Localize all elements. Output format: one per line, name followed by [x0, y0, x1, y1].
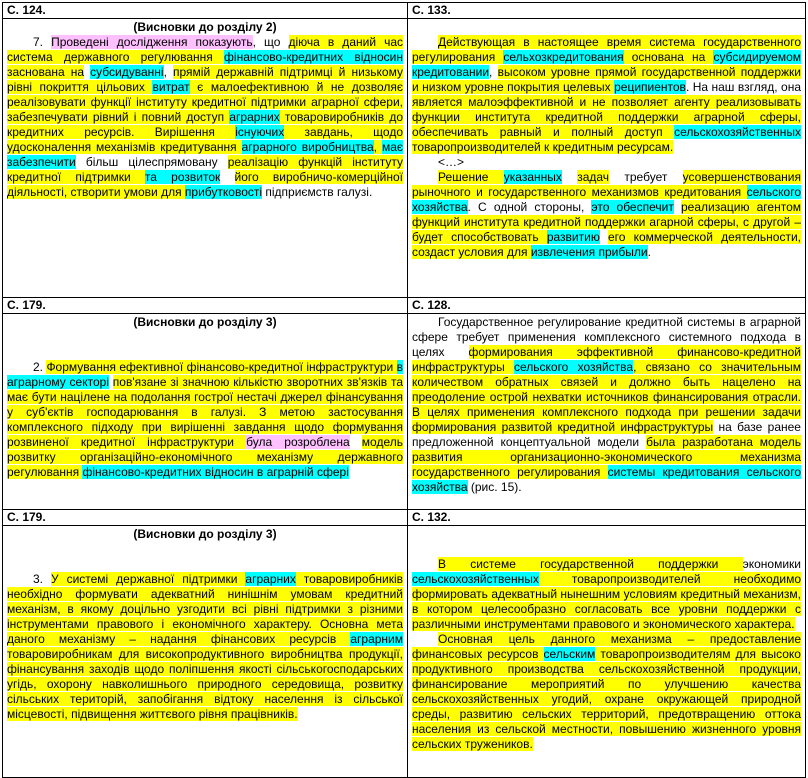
highlight-cyan: в аграрному секторі — [7, 360, 403, 389]
section-heading: (Висновки до розділу 2) — [133, 20, 277, 34]
highlight-yellow: товаровиробників необхідно формувати адекватний нинішнім умовам кредитний механізм, в якому доцільно узгодити всі рівні підтримки з різними інструментами правового і економічного характеру. Основна мета даного механізму – надання фінансових ресурсів — [7, 572, 404, 646]
text-segment: 2. — [33, 360, 47, 374]
text-segment — [220, 170, 234, 184]
highlight-cyan: реципиентов — [614, 80, 686, 94]
text-segment: экономики — [742, 557, 801, 571]
ukrainian-text-cell — [3, 314, 408, 510]
highlight-yellow: его коммерческой деятельности, создаст условия для — [412, 230, 801, 259]
highlight-cyan: сельского хозяйства — [513, 360, 634, 374]
highlight-cyan: аграрним — [350, 632, 403, 646]
ref-header-row — [3, 298, 806, 314]
highlight-cyan: має забезпечити — [7, 140, 404, 169]
highlight-yellow: реализовывать функции института кредитной поддержки аграрной сферы, обеспечивать равный и полный доступ — [412, 95, 801, 139]
russian-text-cell — [408, 314, 806, 510]
highlight-yellow: высоком уровне прямой государственной поддержки и низком уровне покрытия целевых — [412, 65, 801, 94]
page-ref-right: С. 133. — [408, 3, 806, 19]
highlight-yellow: є малоефективною й не дозволяє реалізовувати функції інституту кредитної підтримки аграрної сфери, забезпечувати рівний і повний доступ — [7, 80, 404, 124]
highlight-magenta: була розроблена — [246, 435, 350, 449]
highlight-yellow: Основная цель данного механизма – предоставление финансовых ресурсов — [412, 632, 801, 661]
highlight-cyan: извлечения прибыли — [530, 245, 648, 259]
highlight-yellow: Формування ефективної фінансово-кредитної інфраструктури — [46, 360, 397, 374]
highlight-yellow: В системе государственной поддержки — [438, 557, 743, 571]
highlight-yellow: , — [373, 140, 382, 154]
text-segment: 3. — [33, 572, 51, 586]
russian-paragraph — [412, 315, 801, 495]
ukrainian-text-cell — [3, 526, 408, 778]
highlight-yellow: модель розвитку організаційно-економічного механізму державного регулювання — [7, 435, 403, 479]
highlight-yellow: реалізацію функцій інституту кредитної підтримки — [7, 155, 403, 184]
text-segment: , — [489, 65, 498, 79]
russian-paragraph — [412, 35, 801, 155]
text-segment: , що — [252, 35, 289, 49]
text-segment: 7. — [33, 35, 52, 49]
page-ref-right: С. 128. — [408, 298, 806, 314]
section-heading: (Висновки до розділу 3) — [133, 315, 277, 329]
highlight-yellow: была разработана модель развития организационно-экономического механизма государственного регулирования — [412, 435, 801, 479]
highlight-cyan: фінансово-кредитних відносин в аграрній сфері — [82, 465, 349, 479]
text-segment: , — [163, 65, 174, 79]
page-ref-left: С. 179. — [3, 298, 408, 314]
highlight-cyan: аграрного виробництва — [241, 140, 374, 154]
text-segment: більш цілеспрямовану — [75, 155, 228, 169]
section-heading: (Висновки до розділу 3) — [133, 527, 277, 541]
highlight-cyan: сельским — [543, 647, 596, 661]
highlight-yellow: У системі державної підтримки — [50, 572, 246, 586]
ref-header-row — [3, 510, 806, 526]
highlight-yellow: завдань, щодо удосконалення механізмів кредитування — [7, 125, 404, 154]
highlight-cyan: сельхозкредитования — [503, 50, 624, 64]
text-segment — [562, 170, 577, 184]
highlight-yellow: заснована на — [7, 65, 85, 79]
highlight-cyan: указанных — [503, 170, 562, 184]
russian-paragraph — [412, 557, 801, 632]
highlight-yellow: товаропроизводителей необходимо формировать адекватный нынешним условиям кредитный механизм, в котором целесообразно согласовать все уровни поддержки с различными инструментами правового и экономического характера. — [412, 572, 801, 631]
highlight-yellow: Действующая в настоящее время система государственного регулирования — [412, 35, 801, 64]
russian-paragraph — [412, 632, 801, 752]
text-segment: . С одной стороны, — [467, 200, 592, 214]
highlight-cyan: та розвиток — [144, 170, 221, 184]
page-ref-left: С. 179. — [3, 510, 408, 526]
highlight-cyan: існуючих — [235, 125, 285, 139]
ukrainian-paragraph — [7, 360, 403, 480]
ukrainian-paragraph — [7, 572, 403, 722]
highlight-magenta: Проведені дослідження показують — [51, 35, 253, 49]
highlight-cyan: витрат — [152, 80, 190, 94]
text-row — [3, 314, 806, 510]
text-segment: (рис. 15). — [467, 480, 522, 494]
highlight-yellow: основана на — [623, 50, 714, 64]
highlight-yellow: является малоэффективной и не позволяет агенту — [412, 95, 716, 109]
highlight-yellow: , — [633, 360, 646, 374]
highlight-cyan: сельскохозяйственных — [412, 572, 539, 586]
highlight-cyan: системы кредитования сельского хозяйства — [412, 465, 801, 494]
highlight-yellow: связано со значительным количеством обратных связей и должно быть нацелено на преодоление острой нехватки источников финансирования отрасли. В целях применения комплексного подхода при решении задачи формирования развитой кредитной инфраструктуры — [412, 360, 801, 434]
text-row — [3, 526, 806, 778]
ukrainian-paragraph — [7, 35, 403, 200]
highlight-cyan: прибутковості — [184, 185, 263, 199]
highlight-yellow: прямій державній підтримці й низькому рівні покриття цільових — [7, 65, 403, 94]
highlight-cyan: это обеспечит — [591, 200, 674, 214]
text-segment — [600, 230, 608, 244]
text-segment: . На наш взгляд, она — [685, 80, 801, 94]
highlight-yellow: формирования эффективной финансово-кредитной инфраструктуры — [412, 345, 801, 374]
text-segment: требует — [609, 170, 683, 184]
highlight-cyan: аграрних — [229, 110, 280, 124]
page-ref-right: С. 132. — [408, 510, 806, 526]
highlight-yellow: реализацию агентом функций института кредитной поддержки агарной сферы, с другой – будет способствовать — [412, 200, 801, 244]
highlight-cyan: субсидируемом кредитовании — [412, 50, 801, 79]
highlight-cyan: сельскохозяйственных — [674, 125, 801, 139]
text-segment: на базе ранее предложенной концептуальной модели — [412, 420, 801, 449]
highlight-cyan: развитию — [546, 230, 600, 244]
russian-paragraph — [412, 170, 801, 260]
highlight-yellow: товаровиробникам для високопродуктивного виробництва продукції, фінансування заходів щодо поліпшення якості сільськогосподарських угідь, охорону навколишнього природного середовища, розвитку сільських територій, запобігання відтоку населення із сільської місцевості, підвищення життєвого рівня працівників. — [7, 647, 403, 721]
page-ref-left: С. 124. — [3, 3, 408, 19]
text-segment: підприємств галузі. — [262, 185, 373, 199]
comparison-table — [2, 2, 806, 778]
ellipsis-marker — [412, 155, 801, 170]
text-segment: Государственное регулирование кредитной системы в аграрной сфере требует применения комплексного системного подхода в целях — [412, 315, 801, 359]
highlight-yellow: товаропроизводителям для высоко продуктивного производства сельскохозяйственной продукции, финансирование мероприятий по улучшению качества сельскохозяйственных угодий, охране окружающей природной среды, развитию сельских территорий, предотвращению оттока населения из сельской местности, повышению жизненного уровня сельских тружеников. — [412, 647, 801, 751]
text-segment: <…> — [438, 155, 465, 169]
highlight-cyan: аграрних — [245, 572, 296, 586]
text-segment: . — [647, 245, 651, 259]
highlight-yellow: Решение — [438, 170, 504, 184]
highlight-yellow: задач — [577, 170, 610, 184]
highlight-yellow: пов'язане зі значною кількістю зворотних зв'язків та має бути націлене на подолання гострої нестачі джерел фінансування у суб'єктів господарювання в галузі. З метою застосування комплексного підходу при вирішенні завдання щодо формування розвиненої кредитної інфраструктури — [7, 375, 403, 449]
ukrainian-text-cell — [3, 19, 408, 298]
russian-text-cell — [408, 19, 806, 298]
highlight-cyan: сельского хозяйства — [412, 185, 801, 214]
highlight-yellow: усовершенствования рыночного и государственного механизмов кредитования — [412, 170, 801, 199]
highlight-cyan: субсидуванні — [90, 65, 164, 79]
text-row — [3, 19, 806, 298]
text-segment — [350, 435, 362, 449]
text-segment — [674, 200, 681, 214]
highlight-yellow: товаропроизводителей к кредитным ресурсам. — [412, 140, 674, 154]
highlight-yellow: товаровиробників до кредитних ресурсів. Вирішення — [7, 110, 404, 139]
highlight-yellow: його виробничо-комерційної діяльності, створити умови для — [7, 170, 403, 199]
russian-text-cell — [408, 526, 806, 778]
highlight-yellow: діюча в даний час система державного регулювання — [7, 35, 403, 64]
highlight-cyan: фінансово-кредитних відносин — [224, 50, 403, 64]
ref-header-row — [3, 3, 806, 19]
